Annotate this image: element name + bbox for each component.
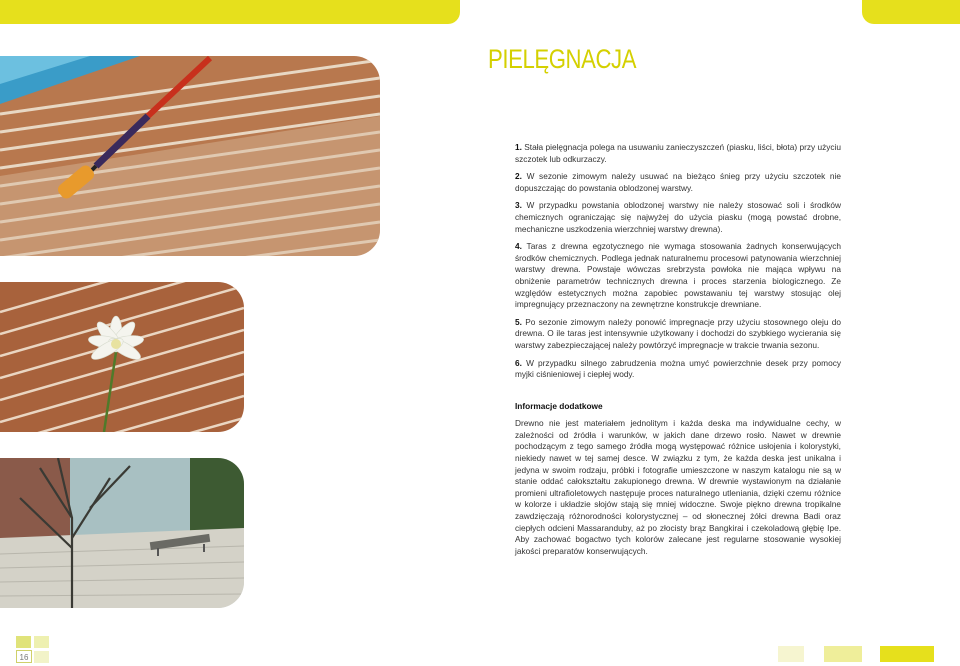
info-paragraph: Drewno nie jest materiałem jednolitym i każda deska ma indywidualne cechy, w zależności od źródła i warunków, w jakich dane drzewo rosło. Nawet w drewnie pochodzącym z tego samego źródła mogą występować różnice usłojenia i kolorystyki, niekiedy nawet w tej samej desce. W związku z tym, że każda deska jest unikalna i jedyna w swoim rodzaju, próbki i fotografie umieszczone w naszym katalogu nie są w stanie oddać całokształtu zakupionego drewna. W drewnie wystawionym na działanie promieni ultrafioletowych następuje proces naturalnego utleniania, dzięki czemu różnice w kolorze i układzie słojów stają się mniej widoczne. Swoje piękno drewna tropikalne zawdzięczają różnorodności kolorystycznej – od słonecznej żółci drewna Badi oraz ciepłych odcieni Massaranduby, aż po złocisty brąz Bangkirai i czekoladową głębię Ipe. Aby zachować bogactwo tych kolorów zalecane jest regularne stosowanie wysokiej jakości preparatów konserwujących. [515,418,841,556]
top-accent-bar-left [0,0,460,24]
photo-terrace-tree [0,458,244,608]
care-instructions [515,142,841,563]
top-accent-bar-right [862,0,960,24]
list-item: 5. Po sezonie zimowym należy ponowić impregnacje przy użyciu stosownego oleju do drewna. O ile taras jest intensywnie użytkowany i dochodzi do szybkiego wycierania się warstwy zabezpieczającej należy powtórzyć impregnacje w trakcie trwania sezonu. [515,316,841,350]
list-item: 1. Stała pielęgnacja polega na usuwaniu zanieczyszczeń (piasku, liści, błota) przy użyciu szczotek lub odkurzaczy. [515,142,841,164]
decor-square [34,636,49,648]
decor-square [824,646,862,662]
decor-square [778,646,804,662]
decor-square [16,636,31,648]
decor-square [880,646,934,662]
list-item: 2. W sezonie zimowym należy usuwać na bieżąco śnieg przy użyciu szczotek nie dopuszczając do powstania oblodzonej warstwy. [515,171,841,193]
photo-deck-flower [0,282,244,432]
list-item: 3. W przypadku powstania oblodzonej warstwy nie należy stosować soli i środków chemicznych ograniczając się najwyżej do użycia piasku (mogą powstać drobne, mechaniczne uszkodzenia wierzchniej warstwy drewna). [515,200,841,234]
list-item: 6. W przypadku silnego zabrudzenia można umyć powierzchnie desek przy pomocy myjki ciśnieniowej i ciepłej wody. [515,357,841,380]
info-heading: Informacje dodatkowe [515,400,603,411]
page-number: 16 [16,650,32,663]
list-item: 4. Taras z drewna egzotycznego nie wymaga stosowania żadnych konserwujących środków chemicznych. Podlega jednak naturalnemu procesowi patynowania wierzchniej warstwy drewna. Powstaje wówczas srebrzysta powłoka nie mająca wpływu na obniżenie parametrów technicznych drewna i proces starzenia biologicznego. Ze względów estetycznych można zapobiec powstawaniu tej warstwy stosując olej impregnujący przeznaczony na zewnętrzne konstrukcje drewniane. [515,241,841,310]
photo-deck-oiling [0,56,380,256]
page-title: PIELĘGNACJA [488,44,637,74]
decor-square [34,651,49,663]
